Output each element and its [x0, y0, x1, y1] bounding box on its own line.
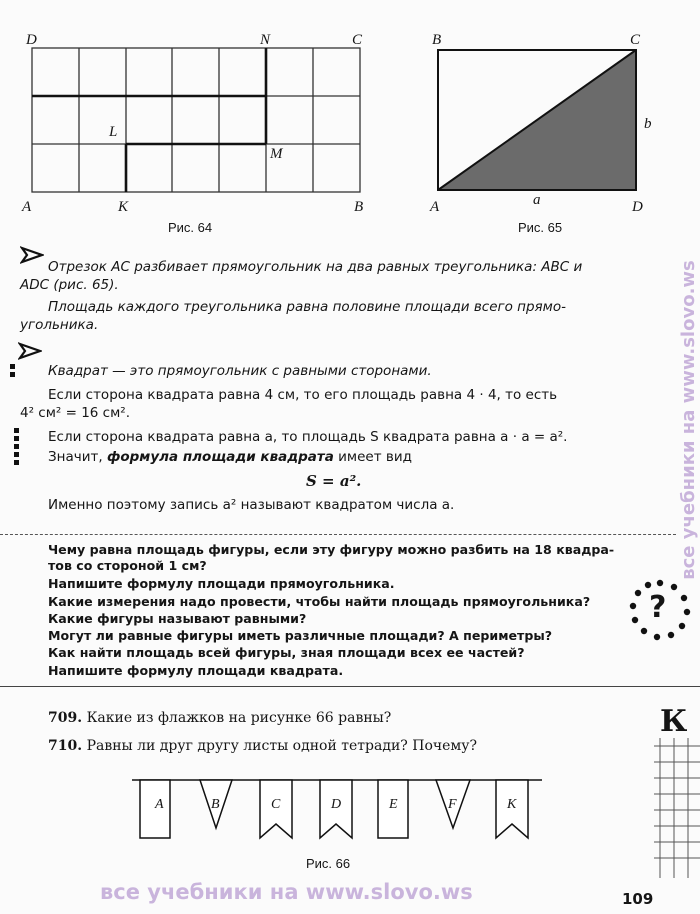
flag-label-c: C [271, 797, 281, 812]
question-line-1: Чему равна площадь фигуры, если эту фигуру можно разбить на 18 квадра- [48, 542, 615, 557]
question-line-7: Как найти площадь всей фигуры, зная площади всех ее частей? [48, 645, 525, 660]
text-p5-prefix: Значит, [48, 449, 103, 465]
flag-label-f: F [448, 797, 457, 812]
dotted-marker-2 [14, 428, 19, 468]
fig64-label-d: D [26, 32, 37, 48]
text-p5-line1: Если сторона квадрата равна a, то площадь S квадрата равна a · a = a². [48, 429, 568, 445]
fig65-label-side-a: a [533, 192, 541, 208]
exercise-710-text: Равны ли друг другу листы одной тетради? Почему? [86, 738, 478, 754]
fig64-label-m: M [270, 146, 283, 162]
fig64-caption: Рис. 64 [168, 220, 213, 235]
dotted-marker-1 [10, 364, 15, 380]
fig65-label-b: B [432, 32, 442, 48]
fig65-label-d: D [632, 199, 643, 215]
question-line-6: Могут ли равные фигуры иметь различные площади? А периметры? [48, 628, 553, 643]
triangle-pointer-icon [20, 246, 44, 264]
side-grid-decoration [654, 738, 700, 878]
exercise-709-text: Какие из флажков на рисунке 66 равны? [86, 710, 392, 726]
text-p5-suffix: имеет вид [338, 449, 412, 465]
text-p4-line1: Если сторона квадрата равна 4 см, то его площадь равна 4 · 4, то есть [48, 387, 558, 403]
figure-65-rectangle [430, 40, 650, 200]
text-p2-line2: угольника. [20, 317, 99, 333]
exercise-710-number: 710. [48, 738, 83, 754]
text-square-definition: Квадрат — это прямоугольник с равными сторонами. [48, 363, 432, 379]
text-p1-line1: Отрезок AC разбивает прямоугольник на два равных треугольника: ABC и [48, 259, 583, 275]
fig65-caption: Рис. 65 [518, 220, 563, 235]
watermark-side: все учебники на www.slovo.ws [678, 260, 699, 580]
question-line-8: Напишите формулу площади квадрата. [48, 663, 344, 678]
exercise-709-number: 709. [48, 710, 83, 726]
question-line-3: Напишите формулу площади прямоугольника. [48, 576, 395, 591]
questions-bottom-divider [0, 686, 700, 687]
flag-label-d: D [331, 797, 342, 812]
question-line-5: Какие фигуры называют равными? [48, 611, 307, 626]
fig64-label-c: C [352, 32, 363, 48]
fig64-label-a: A [22, 199, 32, 215]
page-number: 109 [622, 890, 654, 908]
fig64-label-n: N [260, 32, 271, 48]
text-p6: Именно поэтому запись a² называют квадратом числа a. [48, 497, 455, 513]
triangle-pointer-icon-2 [18, 342, 42, 360]
fig65-label-a: A [430, 199, 440, 215]
square-area-formula: S = a². [306, 472, 362, 490]
text-p5-line2 [48, 448, 412, 466]
question-line-4: Какие измерения надо провести, чтобы найти площадь прямоугольника? [48, 594, 591, 609]
text-p1-line2: ADC (рис. 65). [20, 277, 119, 293]
question-mark-icon: ? [649, 590, 667, 625]
exercise-709 [48, 710, 391, 726]
text-p2-line1: Площадь каждого треугольника равна половине площади всего прямо- [48, 299, 566, 315]
text-formula-highlight: формула площади квадрата [106, 449, 334, 465]
exercise-710 [48, 738, 477, 754]
figure-64-grid [20, 38, 370, 208]
fig65-label-side-b: b [644, 116, 652, 132]
side-letter-k: К [660, 704, 688, 739]
fig66-caption: Рис. 66 [306, 856, 351, 871]
flag-label-b: B [211, 797, 220, 812]
watermark-bottom: все учебники на www.slovo.ws [100, 880, 473, 904]
flag-label-e: E [389, 797, 398, 812]
fig64-label-k: K [118, 199, 129, 215]
fig65-label-c: C [630, 32, 641, 48]
question-line-2: тов со стороной 1 см? [48, 558, 207, 573]
text-p4-line2: 4² см² = 16 см². [20, 405, 130, 421]
questions-top-divider [0, 534, 676, 535]
flag-label-k: K [507, 797, 517, 812]
fig64-label-b: B [354, 199, 364, 215]
fig64-label-l: L [109, 124, 118, 140]
flag-label-a: A [155, 797, 164, 812]
